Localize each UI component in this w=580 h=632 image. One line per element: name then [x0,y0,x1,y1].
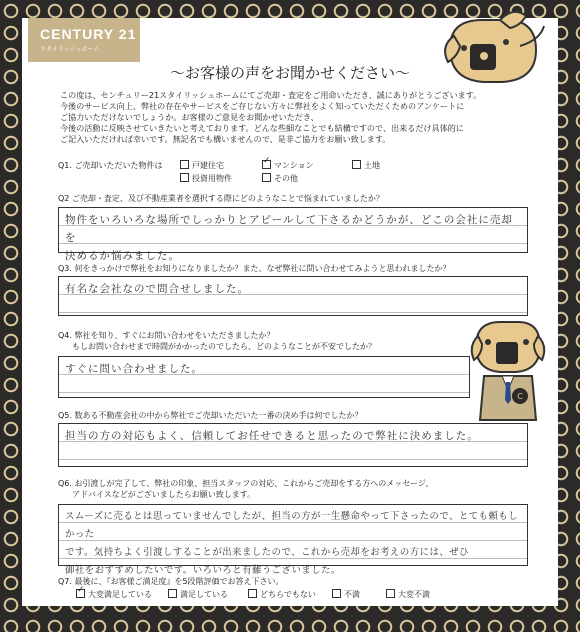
q7-option-dissatisfied[interactable]: 不満 [332,589,360,600]
q1-checkbox-4[interactable] [262,173,271,182]
q7-checkbox-2[interactable] [248,589,257,598]
q6-answer[interactable]: スムーズに売るとは思っていませんでしたが、担当の方が一生懸命やって下さったので、とても頼もしかった です。気持ちよく引渡しすることが出来ましたので、これから売却をお考えの方には、ぜひ 御社をおすすめしたいです。いろいろと有難うございました。 [58,504,528,566]
q4-answer[interactable]: すぐに問い合わせました。 [58,356,470,398]
q1-option-investment[interactable]: 投資用物件 [180,173,232,184]
q7-checkbox-3[interactable] [332,589,341,598]
q5-label: Q5. 数ある不動産会社の中から弊社でご売却いただいた一番の決め手は何でしたか？ [58,411,363,420]
q7-option-satisfied[interactable]: 満足している [168,589,228,600]
q7-label: Q7. 最後に、『お客様ご満足度』を5段階評価でお答え下さい。 [58,577,284,586]
q7-option-very-satisfied[interactable]: ✓大変満足している [76,589,152,600]
q1-checkbox-3[interactable] [180,173,189,182]
q1-option-land[interactable]: 土地 [352,160,380,171]
q2-label: Q2 ご売却・査定、及び不動産業者を選択する際にどのようなことで悩まれていましたか？ [58,194,384,203]
q6-label: Q6. お引渡しが完了して、弊社の印象、担当スタッフの対応、これからご売却をする方へのメッセージ、 アドバイスなどがございましたらお願い致します。 [58,479,434,499]
q7-checkbox-1[interactable] [168,589,177,598]
q7-checkbox-0[interactable] [76,589,85,598]
q1-option-mansion[interactable]: ✓ マンション [262,160,314,171]
q1-option-other[interactable]: その他 [262,173,298,184]
q3-answer[interactable]: 有名な会社なので問合せしました。 [58,276,528,316]
mascot-businessman-icon [468,316,548,424]
q7-option-neutral[interactable]: どちらでもない [248,589,316,600]
q1-checkbox-1[interactable] [262,160,271,169]
page-title: 〜お客様の声をお聞かせください〜 [169,64,410,82]
q4-label: Q4. 弊社を知り、すぐにお問い合わせをいただきましたか？ もしお問い合わせまで時間がかかったのでしたら、どのようなことが不安でしたか？ [58,331,376,351]
q7-checkbox-4[interactable] [386,589,395,598]
q1-option-detached-house[interactable]: 戸建住宅 [180,160,224,171]
brand-name: CENTURY 21 [40,26,137,42]
q1-checkbox-2[interactable] [352,160,361,169]
q1-label: Q1. ご売却いただいた物件は [58,161,163,170]
mascot-dog-icon [440,6,550,98]
q1-checkbox-0[interactable] [180,160,189,169]
brand-subtitle: スタイリッシュホーム [40,46,100,53]
q2-answer[interactable]: 物件をいろいろな場所でしっかりとアピールして下さるかどうかが、どこの会社に売却を 決めるか悩みました。 [58,207,528,253]
q7-option-very-dissatisfied[interactable]: 大変不満 [386,589,430,600]
century21-logo [28,18,140,62]
intro-text: この度は、センチュリー21スタイリッシュホームにてご売却・査定をご用命いただき、誠にありがとうございます。 今後のサービス向上、弊社の存在やサービスをご存じない方々に弊社をよく知っていただくためのアンケートに ご協力いただけないでしょうか。お客様のご意見をお聞かせいただき、 今後の活動に反映させていきたいと考えております。どんな些細なことでも結構ですので、出来るだけ具体的に ご記入いただければ幸いです。無記名でも構いませんので、是非ご協力をお願い致します。 [60,90,482,144]
svg-text:C: C [517,392,523,401]
q3-label: Q3. 何をきっかけで弊社をお知りになりましたか？また、なぜ弊社に問い合わせてみようと思われましたか？ [58,264,451,273]
q5-answer[interactable]: 担当の方の対応もよく、信頼してお任せできると思ったので弊社に決めました。 [58,423,528,467]
